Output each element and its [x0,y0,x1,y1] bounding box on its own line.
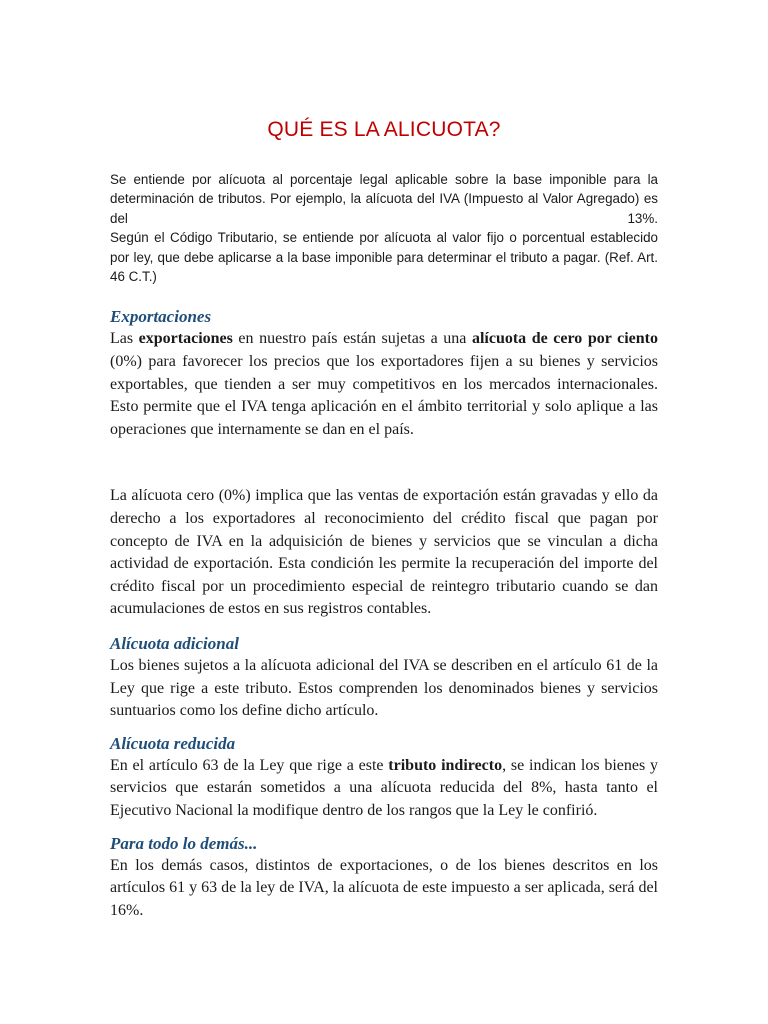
reducida-text-a: En el artículo 63 de la Ley que rige a este [110,756,389,774]
intro-definition: Se entiende por alícuota al porcentaje legal aplicable sobre la base imponible para la determinación de tributos. Por ejemplo, la alícuota del IVA (Impuesto al Valor Agregado) es del 13%. [110,172,658,226]
exportaciones-text-c: en nuestro país están sujetas a una [232,330,472,348]
exportaciones-text-a: Las [110,330,139,348]
tributo-indirecto-bold-term: tributo indirecto [388,756,503,774]
adicional-paragraph: Los bienes sujetos a la alícuota adicional del IVA se describen en el artículo 61 de la Ley que rige a este tributo. Estos comprenden los denominados bienes y servicios suntuarios como los define dicho artículo. [110,656,658,720]
heading-exportaciones: Exportaciones [110,307,212,327]
exportaciones-text-e: (0%) para favorecer los precios que los exportadores fijen a su bienes y servicios exportables, que tienden a ser muy competitivos en los mercados internacionales. Esto permite que el IVA tenga aplicación en el ámbito territorial y solo aplique a las operaciones que internamente se dan en el país. [110,353,658,438]
page-title: QUÉ ES LA ALICUOTA? [267,118,501,141]
section-exportaciones [110,306,658,621]
section-alicuota-reducida [110,733,658,823]
reducida-text-c: , se indican los bienes y servicios que estarán sometidos a una alícuota reducida del 8%, hasta tanto el Ejecutivo Nacional la modifique dentro de los rangos que la Ley le confirió. [110,756,659,819]
alicuota-cero-bold-term: alícuota de cero por ciento [471,330,659,348]
intro-codigo-tributario: Según el Código Tributario, se entiende por alícuota al valor fijo o porcentual establecido por ley, que debe aplicarse a la base imponible para determinar el tributo a pagar. (Ref. Art. 46 C.T.) [110,230,658,285]
exportaciones-paragraph-2: La alícuota cero (0%) implica que las ventas de exportación están gravadas y ello da derecho a los exportadores al reconocimiento del crédito fiscal que pagan por concepto de IVA en la adquisición de bienes y servicios que se vinculan a dicha actividad de exportación. Esta condición les permite la recuperación del importe del crédito fiscal por un procedimiento especial de reintegro tributario cuando se dan acumulaciones de estos en sus registros contables. [110,487,658,618]
section-para-todo-lo-demas [110,833,658,923]
demas-paragraph: En los demás casos, distintos de exportaciones, o de los bienes descritos en los artículos 61 y 63 de la ley de IVA, la alícuota de este impuesto a ser aplicada, será del 16%. [110,856,658,919]
heading-alicuota-reducida: Alícuota reducida [110,733,236,753]
heading-para-todo-lo-demas: Para todo lo demás... [110,833,258,853]
intro-paragraph [110,170,658,286]
section-alicuota-adicional [110,633,658,723]
exportaciones-bold-term: exportaciones [138,330,233,348]
heading-alicuota-adicional: Alícuota adicional [110,633,239,653]
reducida-paragraph [110,755,658,823]
exportaciones-paragraph-1 [110,328,658,441]
